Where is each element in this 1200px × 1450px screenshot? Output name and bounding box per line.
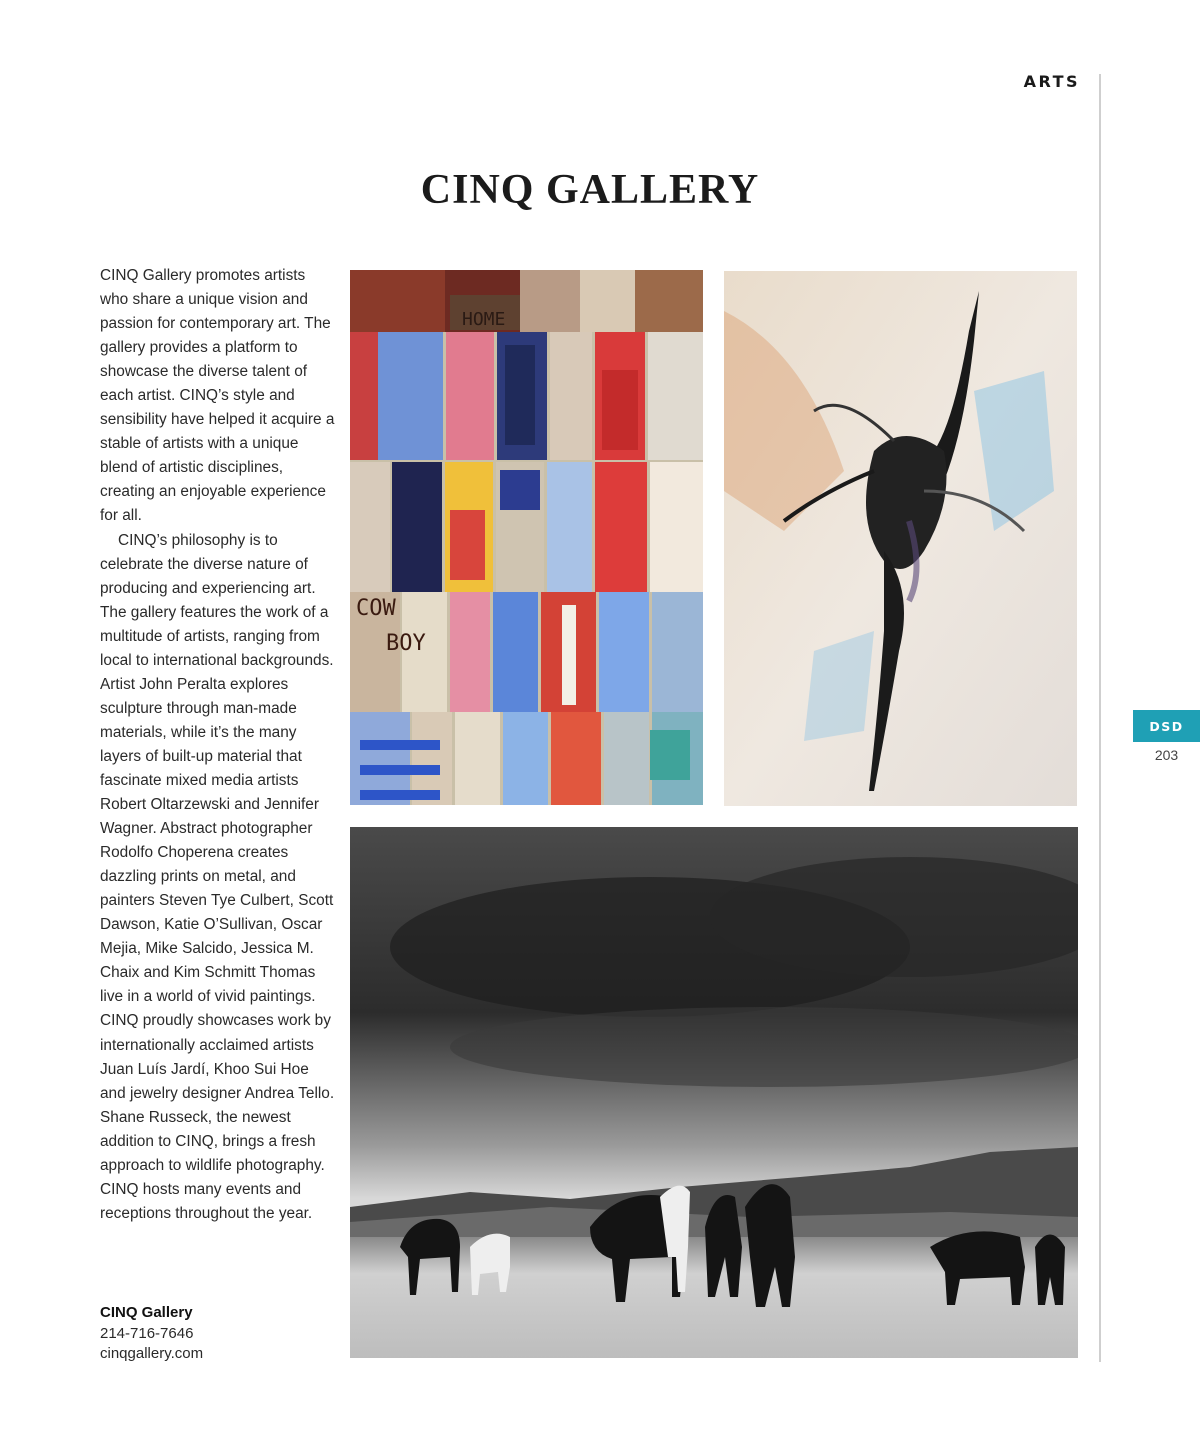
horses-photograph	[350, 827, 1078, 1358]
contact-block	[100, 1303, 203, 1365]
dancer-painting	[724, 271, 1077, 806]
page-number: 203	[1154, 747, 1179, 763]
article-title: CINQ GALLERY	[420, 167, 760, 213]
vertical-rule	[1099, 74, 1101, 1362]
paragraph-2: CINQ’s philosophy is to celebrate the diverse nature of producing and experiencing art. The gallery features the work of a multitude of artists, ranging from local to international backgrounds. Artist John Peralta explores sculpture through man-made materials, while it’s the many layers of built-up material that fascinate mixed media artists Robert Oltarzewski and Jennifer Wagner. Abstract photographer Rodolfo Choperena creates dazzling prints on metal, and painters Steven Tye Culbert, Scott Dawson, Katie O’Sullivan, Oscar Mejia, Mike Salcido, Jessica M. Chaix and Kim Schmitt Thomas live in a world of vivid paintings. CINQ proudly showcases work by internationally acclaimed artists Juan Luís Jardí, Khoo Sui Hoe and jewelry designer Andrea Tello. Shane Russeck, the newest addition to CINQ, brings a fresh approach to wildlife photography. CINQ hosts many events and receptions throughout the year.	[100, 531, 335, 1222]
paragraph-1: CINQ Gallery promotes artists who share a unique vision and passion for contemporary art. The gallery provides a platform to showcase the diverse talent of each artist. CINQ’s style and sensibility have helped it acquire a stable of artists with a unique blend of artistic disciplines, creating an enjoyable experience for all.	[100, 267, 335, 525]
article-body	[100, 264, 336, 1226]
painted-word-cow: COW	[356, 596, 396, 621]
painted-word-home: HOME	[462, 309, 506, 330]
side-tab: DSD	[1133, 710, 1200, 742]
painted-word-boy: BOY	[386, 631, 426, 656]
contact-phone: 214-716-7646	[100, 1324, 194, 1342]
section-label: ARTS	[1023, 72, 1080, 91]
abstract-grid-painting	[350, 270, 703, 805]
contact-website[interactable]: cinqgallery.com	[100, 1345, 204, 1362]
contact-name: CINQ Gallery	[100, 1304, 193, 1321]
